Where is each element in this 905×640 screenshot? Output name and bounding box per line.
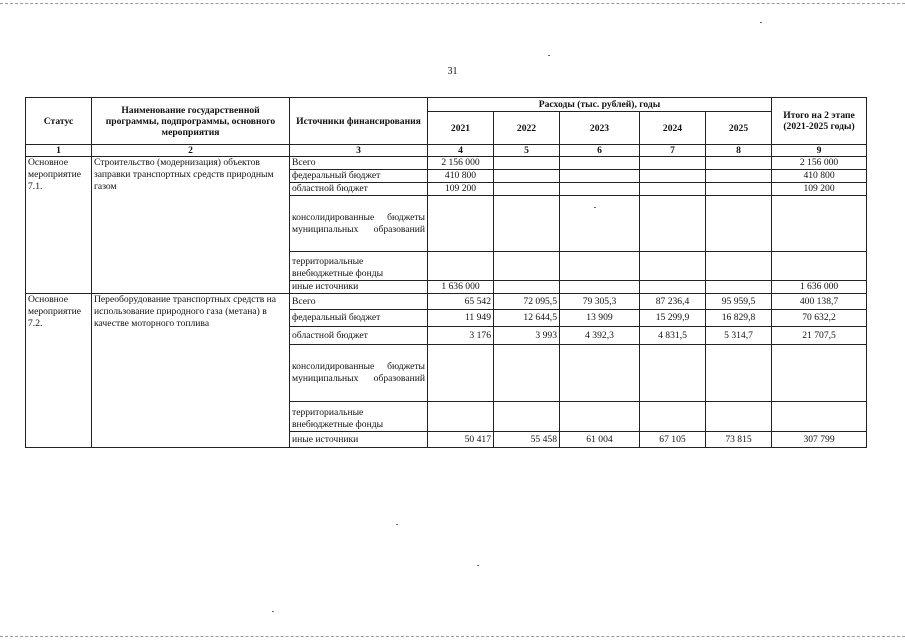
total-cell bbox=[772, 345, 867, 402]
column-index: 6 bbox=[560, 145, 640, 157]
header-year: 2023 bbox=[560, 112, 640, 145]
value-cell bbox=[494, 170, 560, 183]
value-cell: 15 299,9 bbox=[640, 310, 706, 327]
total-cell: 109 200 bbox=[772, 183, 867, 196]
total-cell: 70 632,2 bbox=[772, 310, 867, 327]
value-cell bbox=[560, 157, 640, 170]
value-cell: 4 831,5 bbox=[640, 327, 706, 345]
table-row bbox=[26, 157, 867, 170]
scan-edge-top bbox=[0, 3, 905, 4]
value-cell bbox=[560, 170, 640, 183]
value-cell bbox=[640, 402, 706, 432]
value-cell: 87 236,4 bbox=[640, 294, 706, 310]
value-cell: 3 993 bbox=[494, 327, 560, 345]
total-cell bbox=[772, 252, 867, 281]
value-cell bbox=[560, 402, 640, 432]
value-cell: 410 800 bbox=[428, 170, 494, 183]
source-cell: федеральный бюджет bbox=[290, 170, 428, 183]
header-name: Наименование государственной программы, подпрограммы, основного мероприятия bbox=[92, 98, 290, 145]
scan-speck bbox=[272, 611, 274, 612]
total-cell bbox=[772, 402, 867, 432]
total-cell: 307 799 bbox=[772, 432, 867, 448]
total-cell: 21 707,5 bbox=[772, 327, 867, 345]
measure-status: Основное мероприятие 7.1. bbox=[26, 157, 92, 294]
header-year: 2025 bbox=[706, 112, 772, 145]
value-cell bbox=[706, 281, 772, 294]
header-year: 2024 bbox=[640, 112, 706, 145]
source-cell: консолидированные бюджеты муниципальных образований bbox=[290, 345, 428, 402]
source-cell: Всего bbox=[290, 294, 428, 310]
value-cell: 4 392,3 bbox=[560, 327, 640, 345]
value-cell bbox=[640, 196, 706, 252]
measure-name: Переоборудование транспортных средств на использование природного газа (метана) в качестве моторного топлива bbox=[92, 294, 290, 448]
column-index: 3 bbox=[290, 145, 428, 157]
source-cell: Всего bbox=[290, 157, 428, 170]
column-index: 9 bbox=[772, 145, 867, 157]
value-cell bbox=[560, 196, 640, 252]
value-cell bbox=[560, 183, 640, 196]
header-year: 2021 bbox=[428, 112, 494, 145]
value-cell bbox=[706, 196, 772, 252]
value-cell bbox=[640, 252, 706, 281]
value-cell bbox=[494, 196, 560, 252]
value-cell bbox=[706, 402, 772, 432]
source-cell: иные источники bbox=[290, 281, 428, 294]
value-cell: 3 176 bbox=[428, 327, 494, 345]
budget-table bbox=[25, 97, 867, 448]
table-header bbox=[26, 98, 867, 157]
table-row bbox=[26, 294, 867, 310]
value-cell: 95 959,5 bbox=[706, 294, 772, 310]
value-cell: 109 200 bbox=[428, 183, 494, 196]
scan-speck bbox=[760, 22, 762, 23]
value-cell bbox=[706, 252, 772, 281]
scan-speck bbox=[396, 524, 398, 525]
table-body bbox=[26, 157, 867, 448]
value-cell bbox=[494, 183, 560, 196]
value-cell: 72 095,5 bbox=[494, 294, 560, 310]
header-expenses: Расходы (тыс. рублей), годы bbox=[428, 98, 772, 112]
value-cell bbox=[494, 345, 560, 402]
value-cell bbox=[428, 196, 494, 252]
value-cell bbox=[560, 345, 640, 402]
source-cell: иные источники bbox=[290, 432, 428, 448]
value-cell bbox=[428, 345, 494, 402]
column-index: 5 bbox=[494, 145, 560, 157]
header-status: Статус bbox=[26, 98, 92, 145]
source-cell: федеральный бюджет bbox=[290, 310, 428, 327]
source-cell: территориальные внебюджетные фонды bbox=[290, 402, 428, 432]
value-cell: 2 156 000 bbox=[428, 157, 494, 170]
measure-status: Основное мероприятие 7.2. bbox=[26, 294, 92, 448]
value-cell bbox=[640, 157, 706, 170]
column-index: 2 bbox=[92, 145, 290, 157]
source-cell: областной бюджет bbox=[290, 327, 428, 345]
value-cell: 12 644,5 bbox=[494, 310, 560, 327]
value-cell: 55 458 bbox=[494, 432, 560, 448]
value-cell bbox=[640, 281, 706, 294]
total-cell: 410 800 bbox=[772, 170, 867, 183]
value-cell: 65 542 bbox=[428, 294, 494, 310]
header-sources: Источники финансирования bbox=[290, 98, 428, 145]
measure-name: Строительство (модернизация) объектов заправки транспортных средств природным газом bbox=[92, 157, 290, 294]
value-cell bbox=[640, 183, 706, 196]
value-cell bbox=[494, 281, 560, 294]
value-cell bbox=[640, 170, 706, 183]
value-cell bbox=[560, 281, 640, 294]
total-cell bbox=[772, 196, 867, 252]
source-cell: областной бюджет bbox=[290, 183, 428, 196]
source-cell: консолидированные бюджеты муниципальных образований bbox=[290, 196, 428, 252]
column-index: 7 bbox=[640, 145, 706, 157]
value-cell: 79 305,3 bbox=[560, 294, 640, 310]
value-cell: 11 949 bbox=[428, 310, 494, 327]
total-cell: 1 636 000 bbox=[772, 281, 867, 294]
value-cell bbox=[706, 345, 772, 402]
value-cell bbox=[428, 402, 494, 432]
total-cell: 2 156 000 bbox=[772, 157, 867, 170]
value-cell bbox=[706, 157, 772, 170]
scan-speck bbox=[477, 565, 479, 566]
value-cell bbox=[494, 402, 560, 432]
value-cell: 13 909 bbox=[560, 310, 640, 327]
value-cell bbox=[706, 183, 772, 196]
scan-speck bbox=[548, 55, 550, 56]
value-cell bbox=[494, 252, 560, 281]
value-cell bbox=[560, 252, 640, 281]
value-cell bbox=[706, 170, 772, 183]
value-cell bbox=[640, 345, 706, 402]
column-index: 1 bbox=[26, 145, 92, 157]
value-cell bbox=[494, 157, 560, 170]
column-index: 8 bbox=[706, 145, 772, 157]
column-index: 4 bbox=[428, 145, 494, 157]
source-cell: территориальные внебюджетные фонды bbox=[290, 252, 428, 281]
value-cell: 16 829,8 bbox=[706, 310, 772, 327]
value-cell: 61 004 bbox=[560, 432, 640, 448]
page-number: 31 bbox=[447, 66, 458, 77]
value-cell bbox=[428, 252, 494, 281]
total-cell: 400 138,7 bbox=[772, 294, 867, 310]
value-cell: 73 815 bbox=[706, 432, 772, 448]
header-year: 2022 bbox=[494, 112, 560, 145]
value-cell: 50 417 bbox=[428, 432, 494, 448]
value-cell: 1 636 000 bbox=[428, 281, 494, 294]
value-cell: 5 314,7 bbox=[706, 327, 772, 345]
value-cell: 67 105 bbox=[640, 432, 706, 448]
scan-edge-bottom bbox=[0, 636, 905, 637]
header-total: Итого на 2 этапе (2021-2025 годы) bbox=[772, 98, 867, 145]
